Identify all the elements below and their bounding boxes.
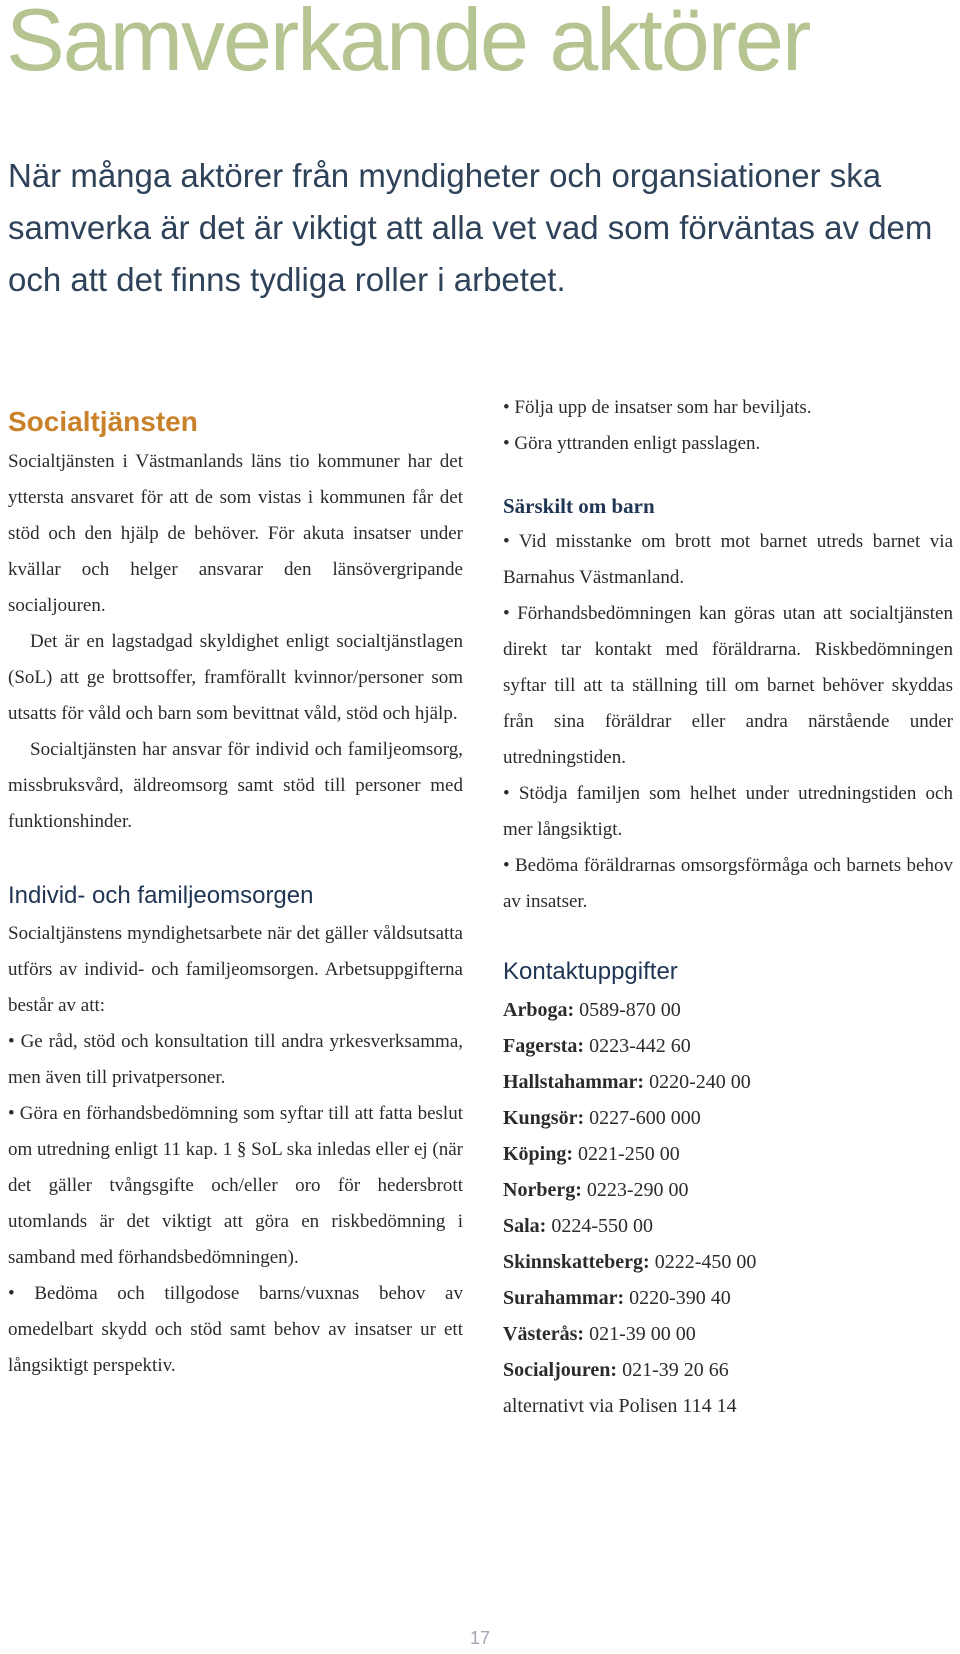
intro-text: När många aktörer från myndigheter och organsiationer ska samverka är det är viktigt att alla vet vad som förväntas av dem och att det finns tydliga roller i arbetet.	[8, 157, 933, 298]
contact-item	[503, 1100, 953, 1136]
contact-label: Norberg:	[503, 1179, 582, 1201]
list-item: • Förhandsbedömningen kan göras utan att socialtjänsten direkt tar kontakt med föräldrarna. Riskbedömningen syftar till att ta ställning till om barnet behöver skyddas från sina föräldrar eller andra närstående under utredningstiden.	[503, 603, 953, 768]
list-item: • Stödja familjen som helhet under utredningstiden och mer långsiktigt.	[503, 783, 953, 840]
list-item: • Ge råd, stöd och konsultation till andra yrkesverksamma, men även till privatpersoner.	[8, 1031, 463, 1088]
contact-item	[503, 1244, 953, 1280]
left-column	[8, 400, 463, 1384]
contact-phone: 0589-870 00	[574, 999, 681, 1021]
list-item: • Bedöma föräldrarnas omsorgsförmåga och barnets behov av insatser.	[503, 855, 953, 912]
contact-alternative: alternativt via Polisen 114 14	[503, 1395, 737, 1417]
contact-item	[503, 1172, 953, 1208]
contact-phone: 0223-290 00	[581, 1179, 689, 1201]
right-column	[503, 397, 953, 1424]
paragraph: Socialtjänstens myndighetsarbete när det gäller våldsutsatta utförs av individ- och familjeomsorgen. Arbetsuppgifterna består av att:	[8, 923, 463, 1016]
contact-label: Västerås:	[503, 1323, 585, 1345]
contact-item	[503, 1352, 953, 1388]
list-item: • Följa upp de insatser som har beviljats.	[503, 397, 812, 418]
list-item: • Vid misstanke om brott mot barnet utreds barnet via Barnahus Västmanland.	[503, 531, 953, 588]
contact-phone: 0227-600 000	[584, 1107, 701, 1129]
paragraph: Socialtjänsten har ansvar för individ och familjeomsorg, missbruksvård, äldreomsorg samt stöd till personer med funktionshinder.	[8, 739, 463, 832]
contact-phone: 021-39 00 00	[584, 1323, 696, 1345]
contact-label: Sala:	[503, 1215, 547, 1237]
contact-item	[503, 1280, 953, 1316]
section-heading-socialtjansten: Socialtjänsten	[8, 406, 198, 437]
contact-label: Surahammar:	[503, 1287, 625, 1309]
contact-item	[503, 992, 953, 1028]
page-number: 17	[469, 1628, 491, 1648]
contact-phone: 0221-250 00	[573, 1143, 680, 1165]
section-heading-barn: Särskilt om barn	[503, 494, 655, 518]
contact-item	[503, 1028, 953, 1064]
section-heading-ifo: Individ- och familjeomsorgen	[8, 882, 314, 909]
contact-item	[503, 1136, 953, 1172]
contact-item	[503, 1316, 953, 1352]
contact-phone: 0223-442 60	[584, 1035, 691, 1057]
contact-label: Skinnskatteberg:	[503, 1251, 650, 1273]
section-heading-contacts: Kontaktuppgifter	[503, 958, 678, 985]
list-item: • Göra en förhandsbedömning som syftar till att fatta beslut om utredning enligt 11 kap. 1 § SoL ska inledas eller ej (när det gäller tvångsgifte och/eller oro för hedersbrott utomlands är det viktigt att göra en riskbedömning i samband med förhandsbedömningen).	[8, 1103, 464, 1268]
contact-phone: 0224-550 00	[546, 1215, 654, 1237]
contact-phone: 0220-390 40	[624, 1287, 731, 1309]
contact-phone: 0220-240 00	[644, 1071, 751, 1093]
paragraph: Det är en lagstadgad skyldighet enligt socialtjänstlagen (SoL) att ge brottsoffer, framförallt kvinnor/personer som utsatts för våld och barn som bevittnat våld, stöd och hjälp.	[8, 631, 463, 724]
contact-list	[503, 992, 953, 1424]
paragraph: Socialtjänsten i Västmanlands läns tio kommuner har det yttersta ansvaret för att de som vistas i kommunen får det stöd och den hjälp de behöver. För akuta insatser under kvällar och helger ansvarar den länsövergripande socialjouren.	[8, 451, 463, 616]
contact-label: Fagersta:	[503, 1035, 585, 1057]
contact-item	[503, 1064, 953, 1100]
contact-label: Socialjouren:	[503, 1359, 618, 1381]
list-item: • Göra yttranden enligt passlagen.	[503, 433, 761, 454]
contact-label: Kungsör:	[503, 1107, 585, 1129]
contact-item	[503, 1208, 953, 1244]
contact-label: Hallstahammar:	[503, 1071, 645, 1093]
page-title: Samverkande aktörer	[6, 0, 810, 89]
contact-label: Köping:	[503, 1143, 574, 1165]
contact-phone: 0222-450 00	[649, 1251, 757, 1273]
list-item: • Bedöma och tillgodose barns/vuxnas behov av omedelbart skydd och stöd samt behov av insatser ur ett långsiktigt perspektiv.	[8, 1283, 463, 1376]
contact-phone: 021-39 20 66	[617, 1359, 729, 1381]
contact-label: Arboga:	[503, 999, 575, 1021]
